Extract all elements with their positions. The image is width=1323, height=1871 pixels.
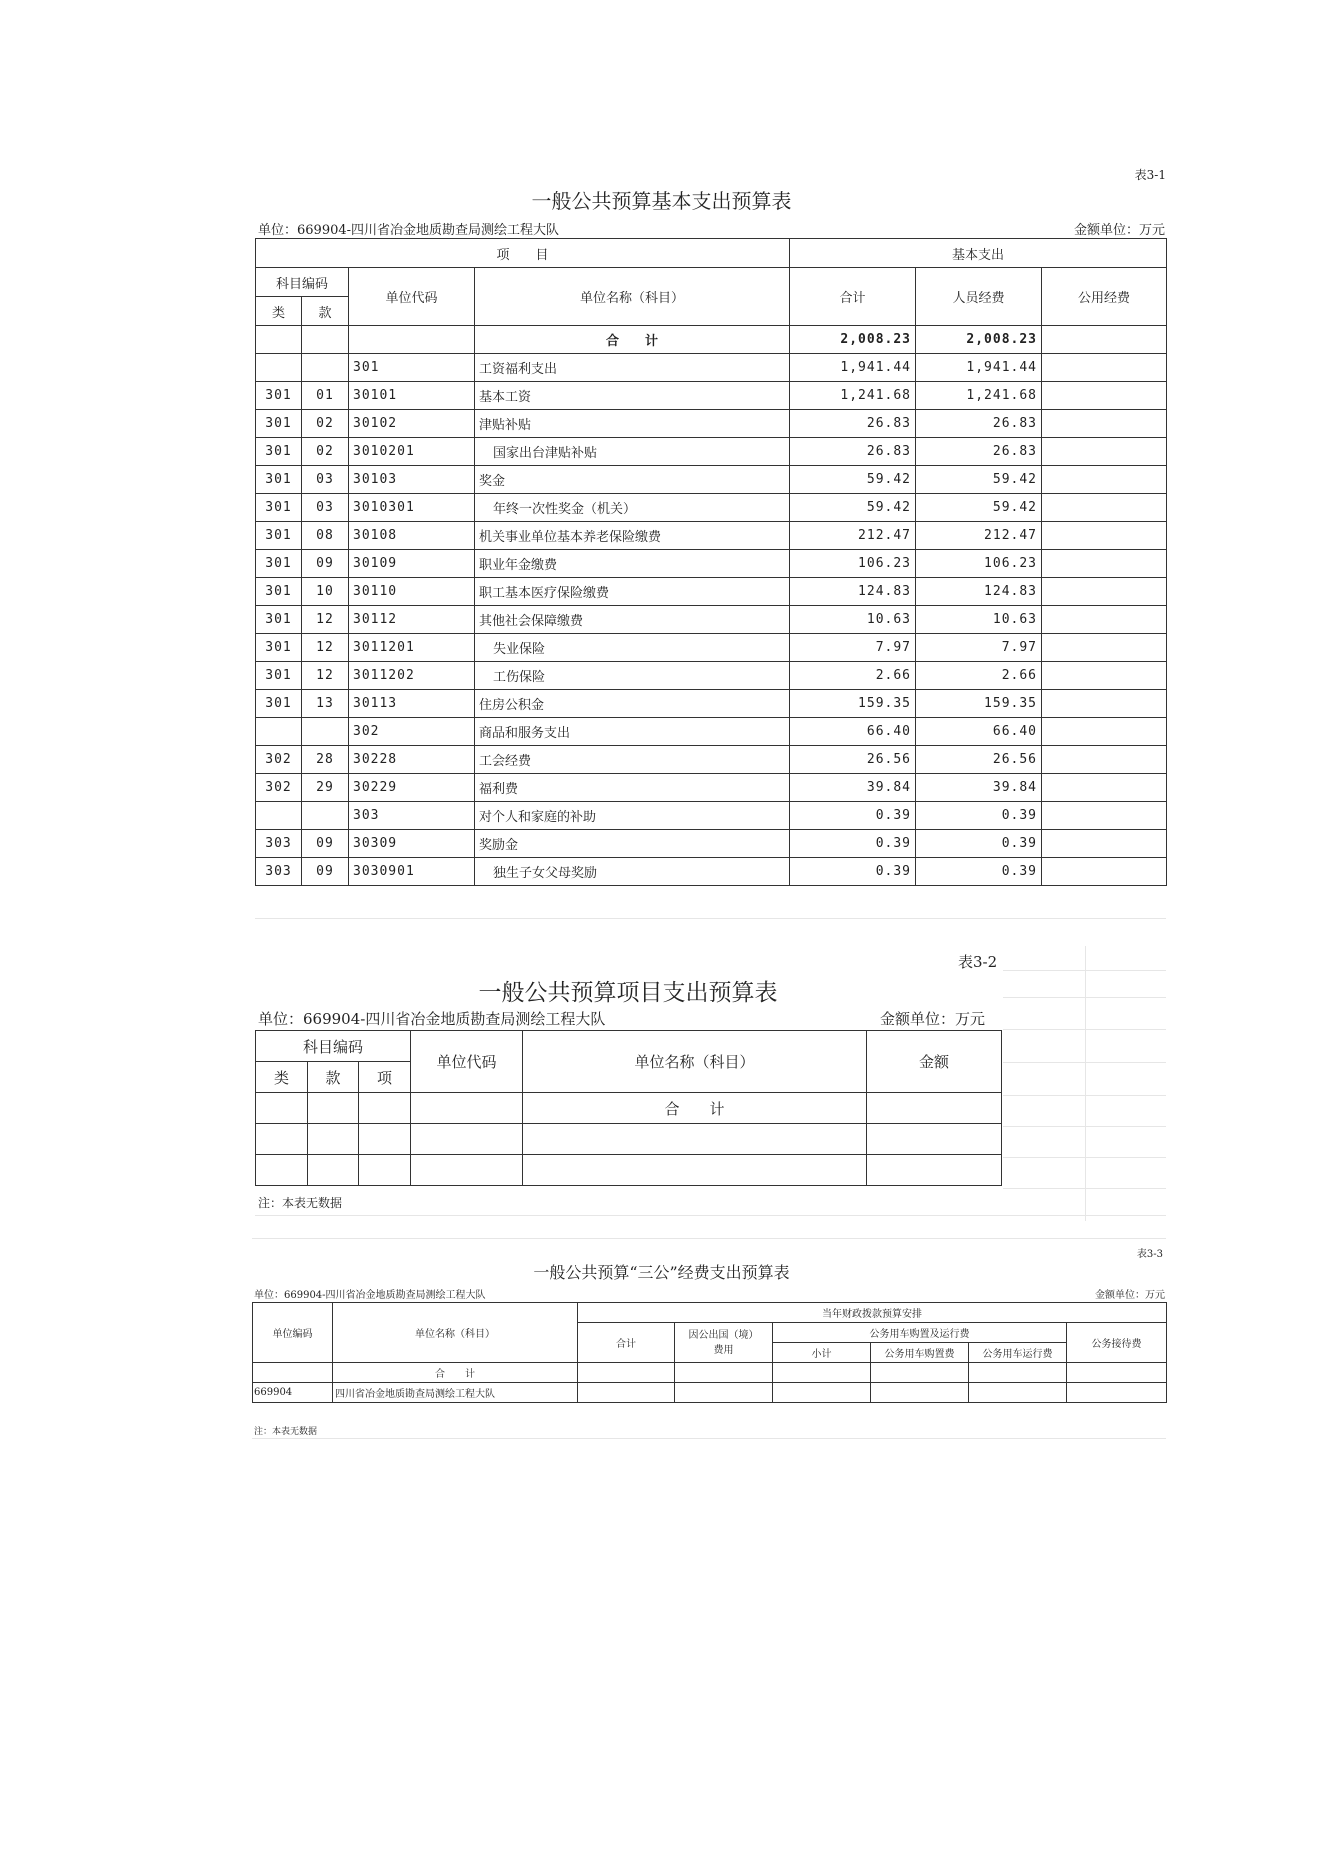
row-lei: 301: [256, 578, 302, 606]
header-lei: 类: [256, 1062, 308, 1093]
row-unit-code: 30109: [349, 550, 475, 578]
row-kuan: 29: [302, 774, 349, 802]
total-label: 合 计: [333, 1363, 578, 1383]
header-unit-code: 单位代码: [411, 1031, 523, 1093]
row-unit-name: 奖金: [475, 466, 790, 494]
row-public: [1042, 382, 1167, 410]
table-row: [256, 1124, 1002, 1155]
row-personnel: 66.40: [916, 718, 1042, 746]
row-lei: 303: [256, 830, 302, 858]
row-unit-code: 30309: [349, 830, 475, 858]
basic-expenditure-table: [255, 238, 1167, 886]
row-total: 26.83: [790, 438, 916, 466]
row-kuan: [302, 354, 349, 382]
table-title: 一般公共预算项目支出预算表: [478, 980, 778, 1006]
row-lei: 301: [256, 382, 302, 410]
table-row: [256, 522, 1167, 550]
table-row: [256, 802, 1167, 830]
row-kuan: 09: [302, 550, 349, 578]
row-unit-name: 工伤保险: [475, 662, 790, 690]
row-personnel: 39.84: [916, 774, 1042, 802]
table-note: 注：本表无数据: [254, 1427, 318, 1437]
table-row: [256, 634, 1167, 662]
total-row: [256, 326, 1167, 354]
row-unit-code: 3030901: [349, 858, 475, 886]
header-unit-name: 单位名称（科目）: [475, 268, 790, 326]
header-abroad: 因公出国（境）费用: [675, 1323, 773, 1363]
row-kuan: 13: [302, 690, 349, 718]
unit-label: 单位：669904-四川省冶金地质勘查局测绘工程大队: [258, 1010, 606, 1028]
row-total: 59.42: [790, 466, 916, 494]
row-personnel: 26.56: [916, 746, 1042, 774]
row-public: [1042, 550, 1167, 578]
amount-unit-label: 金额单位：万元: [1073, 223, 1165, 238]
row-unit-code: 30101: [349, 382, 475, 410]
row-kuan: 10: [302, 578, 349, 606]
header-personnel: 人员经费: [916, 268, 1042, 326]
header-xiang: 项: [359, 1062, 411, 1093]
amount-unit-label: 金额单位：万元: [1095, 1290, 1165, 1301]
row-unit-name: 商品和服务支出: [475, 718, 790, 746]
total-label: 合 计: [475, 326, 790, 354]
table-row: [256, 410, 1167, 438]
row-unit-name: 奖励金: [475, 830, 790, 858]
row-public: [1042, 354, 1167, 382]
table-row: [256, 718, 1167, 746]
row-unit-name: 四川省冶金地质勘查局测绘工程大队: [333, 1383, 578, 1403]
row-total: 7.97: [790, 634, 916, 662]
row-lei: 301: [256, 690, 302, 718]
row-kuan: 03: [302, 466, 349, 494]
three-public-expenditure-table: [252, 1302, 1167, 1403]
row-personnel: 212.47: [916, 522, 1042, 550]
row-unit-name: 对个人和家庭的补助: [475, 802, 790, 830]
row-unit-code: 30108: [349, 522, 475, 550]
row-unit-code: 30103: [349, 466, 475, 494]
row-personnel: 124.83: [916, 578, 1042, 606]
row-unit-name: 国家出台津贴补贴: [475, 438, 790, 466]
row-kuan: 02: [302, 410, 349, 438]
header-vehicle: 公务用车购置及运行费: [773, 1323, 1067, 1343]
row-kuan: 28: [302, 746, 349, 774]
header-vehicle-operation: 公务用车运行费: [969, 1343, 1067, 1363]
row-kuan: 08: [302, 522, 349, 550]
row-unit-code: 301: [349, 354, 475, 382]
row-unit-name: 基本工资: [475, 382, 790, 410]
row-unit-code: 30113: [349, 690, 475, 718]
row-public: [1042, 438, 1167, 466]
row-personnel: 106.23: [916, 550, 1042, 578]
row-personnel: 0.39: [916, 802, 1042, 830]
row-total: 10.63: [790, 606, 916, 634]
header-lei: 类: [256, 297, 302, 326]
row-kuan: 01: [302, 382, 349, 410]
header-subtotal: 小计: [773, 1343, 871, 1363]
row-lei: [256, 802, 302, 830]
table-row: [256, 774, 1167, 802]
row-lei: 302: [256, 746, 302, 774]
row-unit-name: 年终一次性奖金（机关）: [475, 494, 790, 522]
row-unit-code: 3011202: [349, 662, 475, 690]
header-subject-code: 科目编码: [256, 268, 349, 297]
row-kuan: 12: [302, 634, 349, 662]
table-row: [256, 662, 1167, 690]
row-unit-name: 福利费: [475, 774, 790, 802]
row-personnel: 159.35: [916, 690, 1042, 718]
row-lei: 301: [256, 606, 302, 634]
row-lei: 301: [256, 522, 302, 550]
row-personnel: 59.42: [916, 466, 1042, 494]
header-subject-code: 科目编码: [256, 1031, 411, 1062]
row-total: 26.83: [790, 410, 916, 438]
row-personnel: 26.83: [916, 438, 1042, 466]
row-total: 0.39: [790, 802, 916, 830]
header-basic-expenditure: 基本支出: [790, 239, 1167, 268]
header-unit-code: 单位代码: [349, 268, 475, 326]
row-unit-code: 3010201: [349, 438, 475, 466]
row-unit-name: 津贴补贴: [475, 410, 790, 438]
table-row: [256, 466, 1167, 494]
row-unit-code: 3010301: [349, 494, 475, 522]
row-personnel: 0.39: [916, 858, 1042, 886]
row-lei: 302: [256, 774, 302, 802]
row-personnel: 1,241.68: [916, 382, 1042, 410]
table-number: 表3-3: [1136, 1249, 1163, 1260]
row-public: [1042, 494, 1167, 522]
row-public: [1042, 830, 1167, 858]
unit-label: 单位：669904-四川省冶金地质勘查局测绘工程大队: [254, 1290, 486, 1301]
row-public: [1042, 634, 1167, 662]
row-total: 2.66: [790, 662, 916, 690]
row-kuan: 02: [302, 438, 349, 466]
table-row: [256, 550, 1167, 578]
row-total: 106.23: [790, 550, 916, 578]
row-public: [1042, 466, 1167, 494]
header-unit-name: 单位名称（科目）: [523, 1031, 867, 1093]
row-kuan: 12: [302, 662, 349, 690]
row-total: 0.39: [790, 858, 916, 886]
row-unit-name: 独生子女父母奖励: [475, 858, 790, 886]
header-public: 公用经费: [1042, 268, 1167, 326]
row-unit-name: 其他社会保障缴费: [475, 606, 790, 634]
row-total: 66.40: [790, 718, 916, 746]
table-row: [256, 354, 1167, 382]
header-unit-name: 单位名称（科目）: [333, 1303, 578, 1363]
row-unit-code: 302: [349, 718, 475, 746]
row-total: 26.56: [790, 746, 916, 774]
row-public: [1042, 746, 1167, 774]
row-lei: 303: [256, 858, 302, 886]
row-unit-code: 669904: [253, 1383, 333, 1403]
table-row: [256, 494, 1167, 522]
row-unit-name: 住房公积金: [475, 690, 790, 718]
row-total: 1,941.44: [790, 354, 916, 382]
row-personnel: 0.39: [916, 830, 1042, 858]
row-public: [1042, 802, 1167, 830]
row-kuan: [302, 802, 349, 830]
table-row: [256, 438, 1167, 466]
row-lei: 301: [256, 438, 302, 466]
table-row: [256, 858, 1167, 886]
row-public: [1042, 410, 1167, 438]
row-kuan: 09: [302, 858, 349, 886]
row-unit-code: 30102: [349, 410, 475, 438]
project-expenditure-table: [255, 1030, 1002, 1186]
header-row: [256, 239, 1167, 268]
row-unit-name: 机关事业单位基本养老保险缴费: [475, 522, 790, 550]
row-lei: 301: [256, 662, 302, 690]
row-personnel: 26.83: [916, 410, 1042, 438]
row-unit-code: 30110: [349, 578, 475, 606]
table-number: 表3-1: [1134, 168, 1166, 182]
row-kuan: [302, 718, 349, 746]
header-project: 项 目: [256, 239, 790, 268]
row-total: 39.84: [790, 774, 916, 802]
row-lei: [256, 718, 302, 746]
header-total: 合计: [790, 268, 916, 326]
row-lei: 301: [256, 410, 302, 438]
row-public: [1042, 522, 1167, 550]
row-lei: 301: [256, 550, 302, 578]
row-lei: 301: [256, 634, 302, 662]
table-row: [256, 578, 1167, 606]
table-row: [256, 830, 1167, 858]
unit-label: 单位：669904-四川省冶金地质勘查局测绘工程大队: [258, 223, 560, 238]
header-kuan: 款: [308, 1062, 359, 1093]
header-kuan: 款: [302, 297, 349, 326]
row-unit-name: 失业保险: [475, 634, 790, 662]
row-lei: 301: [256, 494, 302, 522]
row-kuan: 12: [302, 606, 349, 634]
row-unit-name: 工会经费: [475, 746, 790, 774]
row-public: [1042, 718, 1167, 746]
row-total: 124.83: [790, 578, 916, 606]
table-row: [256, 746, 1167, 774]
header-row: [256, 1031, 1002, 1062]
total-sum: 2,008.23: [790, 326, 916, 354]
row-kuan: 09: [302, 830, 349, 858]
row-total: 59.42: [790, 494, 916, 522]
header-reception: 公务接待费: [1067, 1323, 1167, 1363]
row-unit-name: 职工基本医疗保险缴费: [475, 578, 790, 606]
table-title: 一般公共预算基本支出预算表: [531, 189, 792, 213]
row-personnel: 59.42: [916, 494, 1042, 522]
total-row: [256, 1093, 1002, 1124]
row-unit-name: 职业年金缴费: [475, 550, 790, 578]
header-vehicle-purchase: 公务用车购置费: [871, 1343, 969, 1363]
row-personnel: 10.63: [916, 606, 1042, 634]
row-kuan: 03: [302, 494, 349, 522]
header-row: [256, 268, 1167, 297]
row-unit-code: 3011201: [349, 634, 475, 662]
total-label: 合 计: [523, 1093, 867, 1124]
row-public: [1042, 690, 1167, 718]
amount-unit-label: 金额单位：万元: [880, 1010, 986, 1028]
row-unit-name: 工资福利支出: [475, 354, 790, 382]
table-row: [256, 382, 1167, 410]
row-public: [1042, 606, 1167, 634]
header-current-year: 当年财政拨款预算安排: [578, 1303, 1167, 1323]
table-number: 表3-2: [958, 953, 998, 971]
table-title: 一般公共预算“三公”经费支出预算表: [533, 1263, 790, 1282]
table-row: [256, 690, 1167, 718]
row-personnel: 1,941.44: [916, 354, 1042, 382]
header-amount: 金额: [867, 1031, 1002, 1093]
row-total: 212.47: [790, 522, 916, 550]
table-row: [253, 1383, 1167, 1403]
table-row: [256, 1155, 1002, 1186]
row-unit-code: 30112: [349, 606, 475, 634]
row-total: 159.35: [790, 690, 916, 718]
row-lei: 301: [256, 466, 302, 494]
header-unit-code: 单位编码: [253, 1303, 333, 1363]
row-total: 0.39: [790, 830, 916, 858]
row-unit-code: 30228: [349, 746, 475, 774]
header-row: [253, 1303, 1167, 1323]
table-row: [256, 606, 1167, 634]
row-personnel: 2.66: [916, 662, 1042, 690]
row-total: 1,241.68: [790, 382, 916, 410]
row-lei: [256, 354, 302, 382]
row-unit-code: 30229: [349, 774, 475, 802]
row-unit-code: 303: [349, 802, 475, 830]
header-total: 合计: [578, 1323, 675, 1363]
row-public: [1042, 858, 1167, 886]
row-personnel: 7.97: [916, 634, 1042, 662]
total-row: [253, 1363, 1167, 1383]
row-public: [1042, 578, 1167, 606]
row-public: [1042, 662, 1167, 690]
total-personnel: 2,008.23: [916, 326, 1042, 354]
row-public: [1042, 774, 1167, 802]
table-note: 注：本表无数据: [258, 1196, 343, 1210]
